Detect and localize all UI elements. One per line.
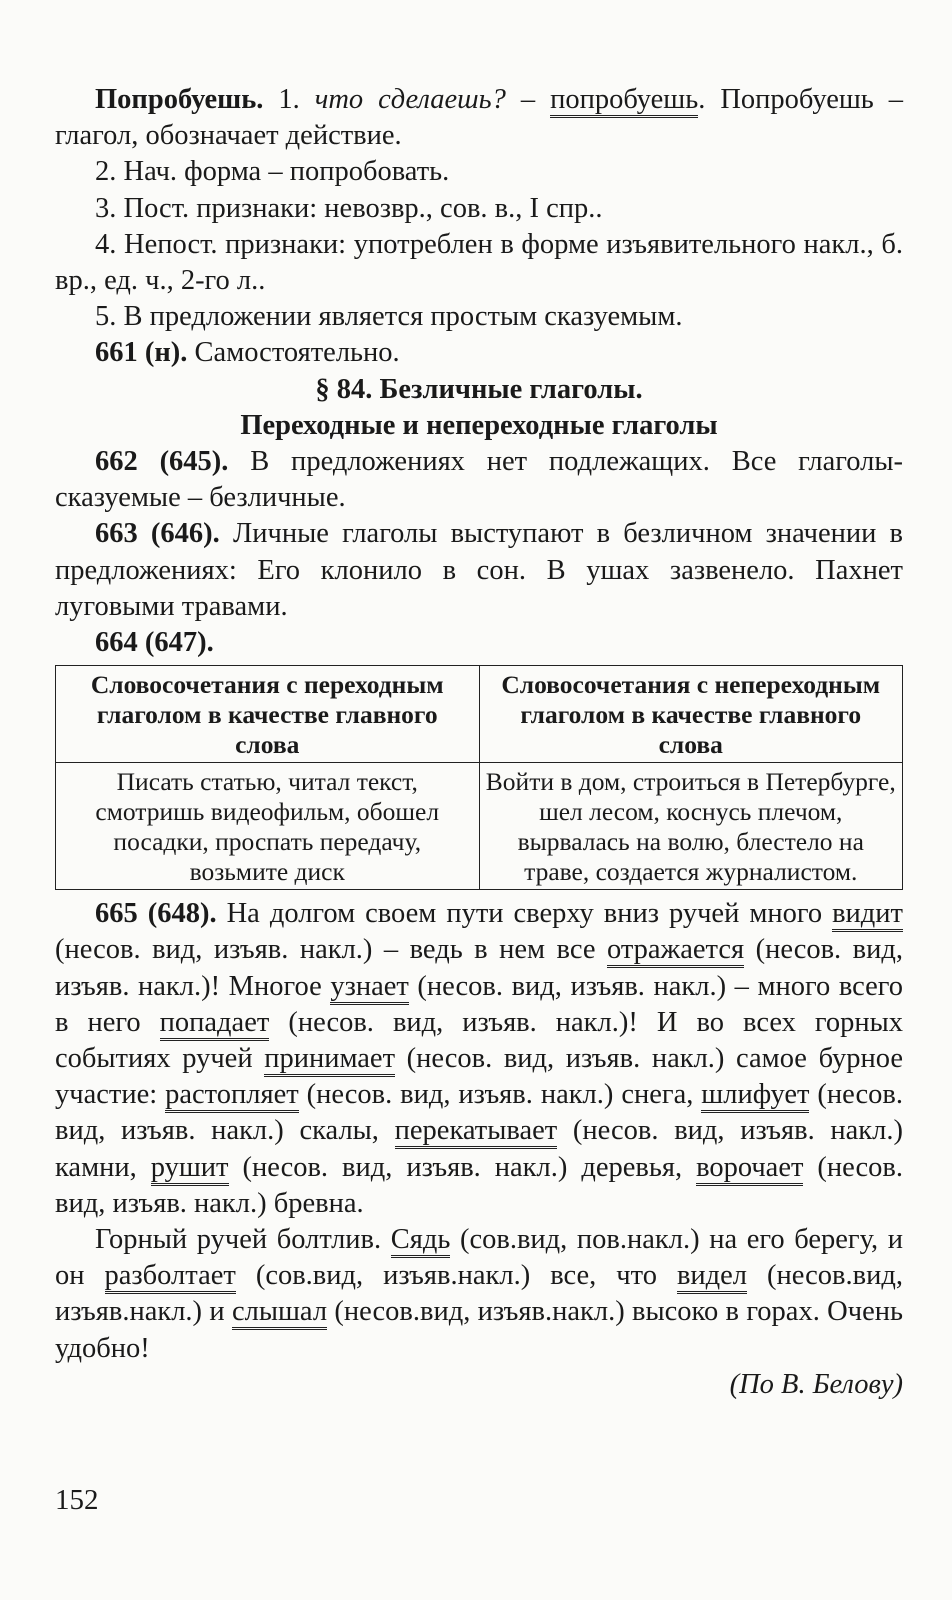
exercise-665 — [55, 896, 903, 1222]
text: (несов. вид, изъяв. накл.)! Многое — [55, 934, 903, 1002]
underlined-verb: принимает — [264, 1043, 395, 1077]
exercise-number: 663 (646). — [95, 518, 220, 550]
exercise-number: 662 (645). — [95, 446, 229, 478]
text: (несов. вид, изъяв. накл.) скалы, — [55, 1079, 903, 1147]
underlined-verb: растопляет — [165, 1079, 299, 1113]
text: На долгом своем пути сверху вниз ручей много — [216, 898, 833, 930]
underlined-verb: ворочает — [696, 1152, 803, 1186]
section-title-2: Переходные и непереходные глаголы — [240, 409, 718, 441]
page-number: 152 — [55, 1484, 99, 1516]
text: (несов. вид, изъяв. накл.) снега, — [298, 1079, 702, 1111]
question: что сделаешь? — [314, 84, 506, 115]
exercise-663 — [55, 516, 903, 625]
cell-transitive: Писать статью, читал текст, смотришь видеофильм, обошел посадки, проспать передачу, возьмите диск — [56, 763, 480, 890]
underlined-verb: перекатывает — [395, 1115, 558, 1149]
text: (несов. вид, изъяв. накл.) бревна. — [55, 1151, 903, 1219]
word-combination-table — [55, 665, 903, 890]
text: (несов.вид, изъяв.накл.) и — [55, 1260, 903, 1328]
underlined-verb: видит — [832, 898, 903, 932]
line-3: 3. Пост. признаки: невозвр., сов. в., I спр.. — [95, 192, 603, 224]
text: Горный ручей болтлив. — [95, 1224, 391, 1256]
cell-intransitive: Войти в дом, строиться в Петербурге, шел лесом, коснусь плечом, вырвалась на волю, блестело на траве, создается журналистом. — [479, 763, 903, 890]
exercise-number: 661 (н). — [95, 337, 188, 369]
text: (несов. вид, изъяв. накл.) самое бурное участие: — [55, 1043, 903, 1111]
term-head: Попробуешь. — [95, 84, 264, 115]
text: (несов.вид, изъяв.накл.) высоко в горах. Очень удобно! — [55, 1296, 903, 1364]
paragraph-mountain-stream — [55, 1222, 903, 1367]
exercise-662 — [55, 444, 903, 516]
exercise-661 — [55, 335, 903, 371]
section-title-1: § 84. Безличные глаголы. — [315, 373, 643, 405]
text: (несов. вид, изъяв. накл.) – ведь в нем все — [55, 934, 607, 966]
line-4: 4. Непост. признаки: употреблен в форме изъявительного накл., б. вр., ед. ч., 2-го л.. — [55, 228, 903, 297]
exercise-number: 664 (647). — [95, 627, 214, 659]
underlined-verb: слышал — [232, 1296, 327, 1330]
text: . Попробуешь – глагол, обозначает действие. — [55, 84, 904, 152]
underlined-verb: шлифует — [701, 1079, 809, 1113]
underlined-verb: рушит — [151, 1152, 229, 1186]
exercise-number: 665 (648). — [95, 898, 217, 930]
text: (несов. вид, изъяв. накл.) – много всего в него — [55, 970, 903, 1038]
source-attribution: (По В. Белову) — [729, 1368, 903, 1400]
underlined-verb: попробуешь — [550, 84, 698, 118]
page-content — [55, 82, 903, 1403]
exercise-text: Самостоятельно. — [187, 337, 400, 369]
header-transitive: Словосочетания с переходным глаголом в качестве главного слова — [56, 666, 480, 763]
exercise-664 — [55, 625, 903, 661]
exercise-text: В предложениях нет подлежащих. Все глаголы-сказуемые – безличные. — [55, 446, 903, 514]
underlined-verb: Сядь — [391, 1224, 451, 1258]
text: (несов. вид, изъяв. накл.) камни, — [55, 1115, 903, 1183]
text: (несов. вид, изъяв. накл.)! И во всех горных событиях ручей — [55, 1006, 903, 1075]
table-header-row — [56, 666, 903, 763]
underlined-verb: отражается — [607, 934, 744, 968]
dash: – — [505, 84, 551, 115]
underlined-verb: разболтает — [105, 1260, 236, 1294]
text: (сов.вид, изъяв.накл.) все, что — [235, 1260, 677, 1292]
text: (сов.вид, пов.накл.) на его берегу, и он — [55, 1224, 903, 1292]
line-2: 2. Нач. форма – попробовать. — [95, 156, 450, 188]
line-5: 5. В предложении является простым сказуемым. — [95, 301, 683, 333]
exercise-text: Личные глаголы выступают в безличном значении в предложениях: Его клонило в сон. В ушах зазвенело. Пахнет луговыми травами. — [55, 518, 903, 622]
header-intransitive: Словосочетания с непереходным глаголом в качестве главного слова — [479, 666, 903, 763]
underlined-verb: попадает — [160, 1007, 270, 1041]
paragraph-poprobuesh — [55, 82, 903, 154]
underlined-verb: видел — [677, 1260, 747, 1294]
item-number: 1. — [263, 84, 315, 115]
underlined-verb: узнает — [330, 971, 409, 1005]
table-row — [56, 763, 903, 890]
text: (несов. вид, изъяв. накл.) деревья, — [228, 1151, 697, 1183]
